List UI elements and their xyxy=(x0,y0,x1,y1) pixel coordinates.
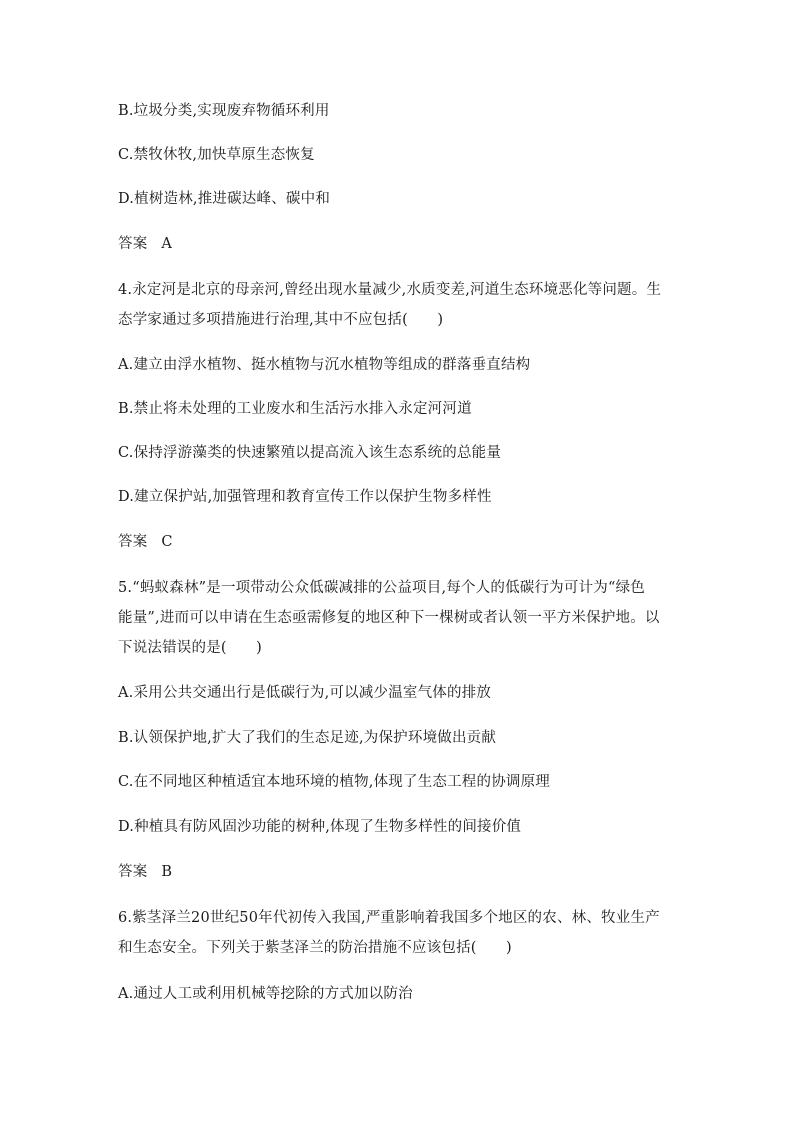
q3-answer-label: 答案 xyxy=(118,236,148,252)
q5-answer xyxy=(118,862,678,882)
q6-option-a: A.通过人工或利用机械等挖除的方式加以防治 xyxy=(118,986,413,1002)
q5-answer-label: 答案 xyxy=(118,864,148,880)
q4-option-a: A.建立由浮水植物、挺水植物与沉水植物等组成的群落垂直结构 xyxy=(118,357,531,373)
q4-option-b: B.禁止将未处理的工业废水和生活污水排入永定河河道 xyxy=(118,401,472,417)
q5-option-b: B.认领保护地,扩大了我们的生态足迹,为保护环境做出贡献 xyxy=(118,730,497,746)
q3-answer xyxy=(118,234,678,254)
q6-stem-line-2: 和生态安全。下列关于紫茎泽兰的防治措施不应该包括( ) xyxy=(118,940,512,956)
q5-stem-line-2: 能量”,进而可以申请在生态亟需修复的地区种下一棵树或者认领一平方米保护地。以 xyxy=(118,610,660,626)
q3-option-c: C.禁牧休牧,加快草原生态恢复 xyxy=(118,147,315,163)
q4-option-c: C.保持浮游藻类的快速繁殖以提高流入该生态系统的总能量 xyxy=(118,445,502,461)
q4-option-d: D.建立保护站,加强管理和教育宣传工作以保护生物多样性 xyxy=(118,489,492,505)
q3-option-b: B.垃圾分类,实现废弃物循环利用 xyxy=(118,103,330,119)
q4-answer xyxy=(118,532,678,552)
q4-stem-line-2: 态学家通过多项措施进行治理,其中不应包括( ) xyxy=(118,312,444,328)
q5-stem-line-3: 下说法错误的是( ) xyxy=(118,640,263,656)
q4-stem-line-1: 4.永定河是北京的母亲河,曾经出现水量减少,水质变差,河道生态环境恶化等问题。生 xyxy=(118,282,662,298)
q5-option-c: C.在不同地区种植适宜本地环境的植物,体现了生态工程的协调原理 xyxy=(118,774,550,790)
q4-answer-label: 答案 xyxy=(118,534,148,550)
q5-option-a: A.采用公共交通出行是低碳行为,可以减少温室气体的排放 xyxy=(118,685,492,701)
q5-stem-line-1: 5.“蚂蚁森林”是一项带动公众低碳减排的公益项目,每个人的低碳行为可计为“绿色 xyxy=(118,580,645,596)
q6-stem-line-1: 6.紫茎泽兰20世纪50年代初传入我国,严重影响着我国多个地区的农、林、牧业生产 xyxy=(118,910,660,926)
q5-option-d: D.种植具有防风固沙功能的树种,体现了生物多样性的间接价值 xyxy=(118,819,522,835)
q3-answer-value: A xyxy=(161,236,173,252)
q4-answer-value: C xyxy=(161,534,173,550)
q5-answer-value: B xyxy=(161,864,173,880)
q3-option-d: D.植树造林,推进碳达峰、碳中和 xyxy=(118,191,331,207)
